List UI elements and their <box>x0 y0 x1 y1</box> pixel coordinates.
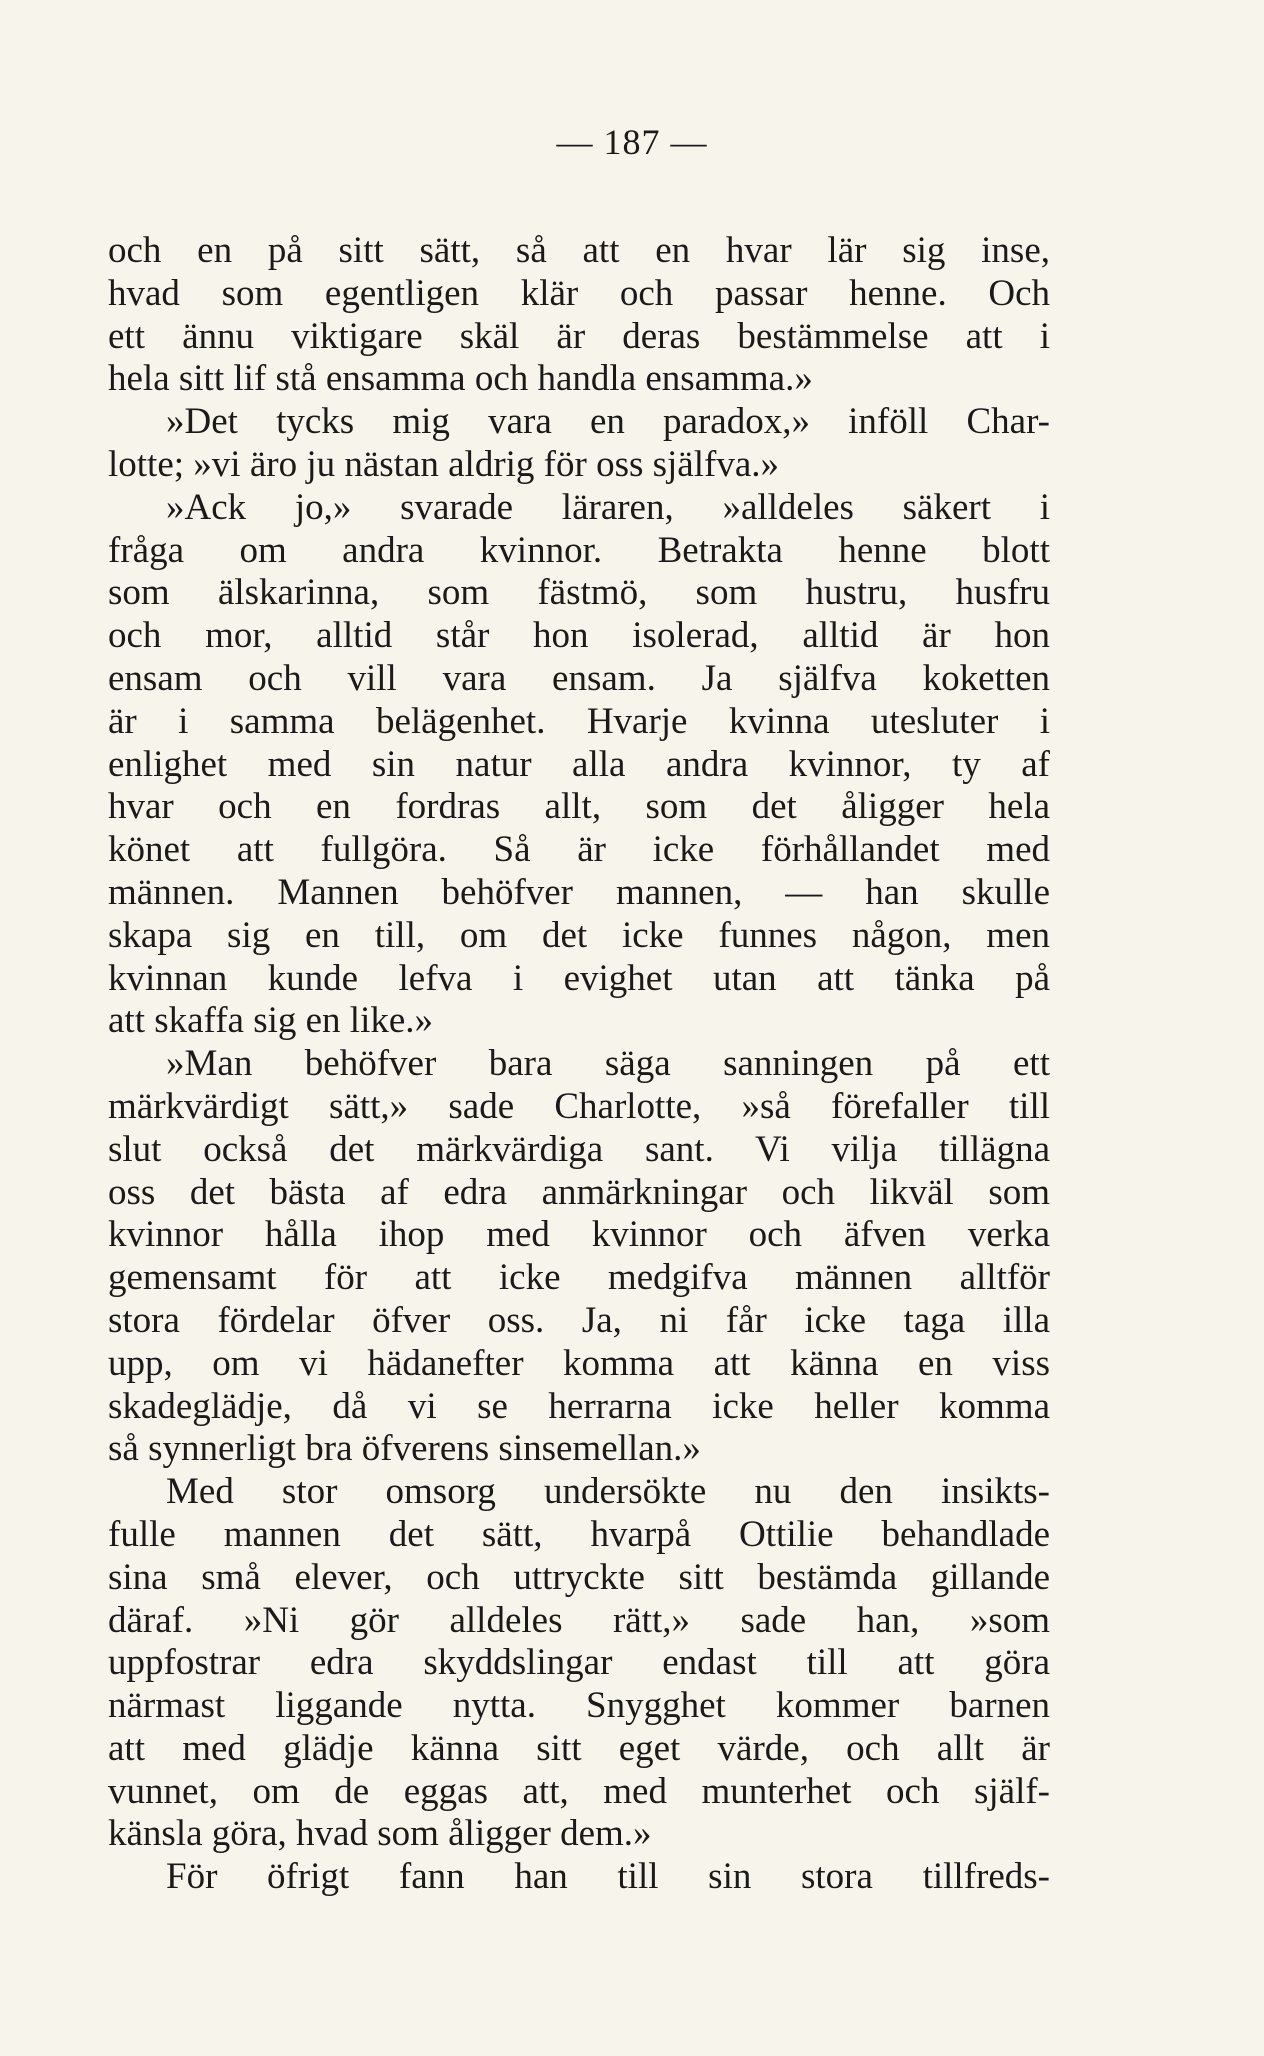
text-line: att med glädje känna sitt eget värde, och allt är <box>108 1727 1050 1769</box>
text-line: skapa sig en till, om det icke funnes någon, men <box>108 914 1050 956</box>
text-line: skadeglädje, då vi se herrarna icke heller komma <box>108 1385 1050 1427</box>
text-line: hvad som egentligen klär och passar henne. Och <box>108 272 1050 314</box>
text-line: sina små elever, och uttryckte sitt bestämda gillande <box>108 1556 1050 1598</box>
text-line: gemensamt för att icke medgifva männen alltför <box>108 1257 1050 1299</box>
text-line: hvar och en fordras allt, som det åligger hela <box>108 786 1050 828</box>
text-line: uppfostrar edra skyddslingar endast till att göra <box>108 1642 1050 1684</box>
text-line: är i samma belägenhet. Hvarje kvinna utesluter i <box>108 700 1050 742</box>
text-line: vunnet, om de eggas att, med munterhet och själf- <box>108 1770 1050 1812</box>
text-line: att skaffa sig en like.» <box>108 1000 434 1042</box>
text-line: »Ack jo,» svarade läraren, »alldeles säkert i <box>166 486 1050 528</box>
text-line: däraf. »Ni gör alldeles rätt,» sade han, »som <box>108 1599 1050 1641</box>
text-line: lotte; »vi äro ju nästan aldrig för oss själfva.» <box>108 443 779 485</box>
text-line: fråga om andra kvinnor. Betrakta henne blott <box>108 529 1050 571</box>
text-line: kvinnan kunde lefva i evighet utan att tänka på <box>108 957 1050 999</box>
text-line: hela sitt lif stå ensamma och handla ensamma.» <box>108 358 813 400</box>
text-line: närmast liggande nytta. Snygghet kommer barnen <box>108 1685 1050 1727</box>
text-line: ensam och vill vara ensam. Ja själfva koketten <box>108 657 1050 699</box>
page-number: — 187 — <box>556 122 708 162</box>
text-line: enlighet med sin natur alla andra kvinnor, ty af <box>108 743 1050 785</box>
text-line: märkvärdigt sätt,» sade Charlotte, »så förefaller till <box>108 1085 1050 1127</box>
text-line: kvinnor hålla ihop med kvinnor och äfven verka <box>108 1214 1050 1256</box>
text-line: Med stor omsorg undersökte nu den insikts- <box>166 1471 1050 1513</box>
text-line: ett ännu viktigare skäl är deras bestämmelse att i <box>108 315 1050 357</box>
text-line: så synnerligt bra öfverens sinsemellan.» <box>108 1428 701 1470</box>
text-line: männen. Mannen behöfver mannen, — han skulle <box>108 871 1050 913</box>
text-line: För öfrigt fann han till sin stora tillfreds- <box>166 1856 1050 1898</box>
text-line: »Det tycks mig vara en paradox,» inföll Char- <box>166 401 1050 443</box>
text-line: och mor, alltid står hon isolerad, alltid är hon <box>108 615 1050 657</box>
text-line: »Man behöfver bara säga sanningen på ett <box>166 1043 1050 1085</box>
text-line: oss det bästa af edra anmärkningar och likväl som <box>108 1171 1050 1213</box>
text-line: känsla göra, hvad som åligger dem.» <box>108 1813 652 1855</box>
text-line: och en på sitt sätt, så att en hvar lär sig inse, <box>108 230 1050 271</box>
text-line: stora fördelar öfver oss. Ja, ni får icke taga illa <box>108 1299 1050 1341</box>
text-line: fulle mannen det sätt, hvarpå Ottilie behandlade <box>108 1513 1050 1555</box>
body-text <box>108 230 1050 1899</box>
text-line: upp, om vi hädanefter komma att känna en viss <box>108 1342 1050 1384</box>
text-line: slut också det märkvärdiga sant. Vi vilja tillägna <box>108 1128 1050 1170</box>
text-line: som älskarinna, som fästmö, som hustru, husfru <box>108 572 1050 614</box>
text-line: könet att fullgöra. Så är icke förhållandet med <box>108 829 1050 871</box>
